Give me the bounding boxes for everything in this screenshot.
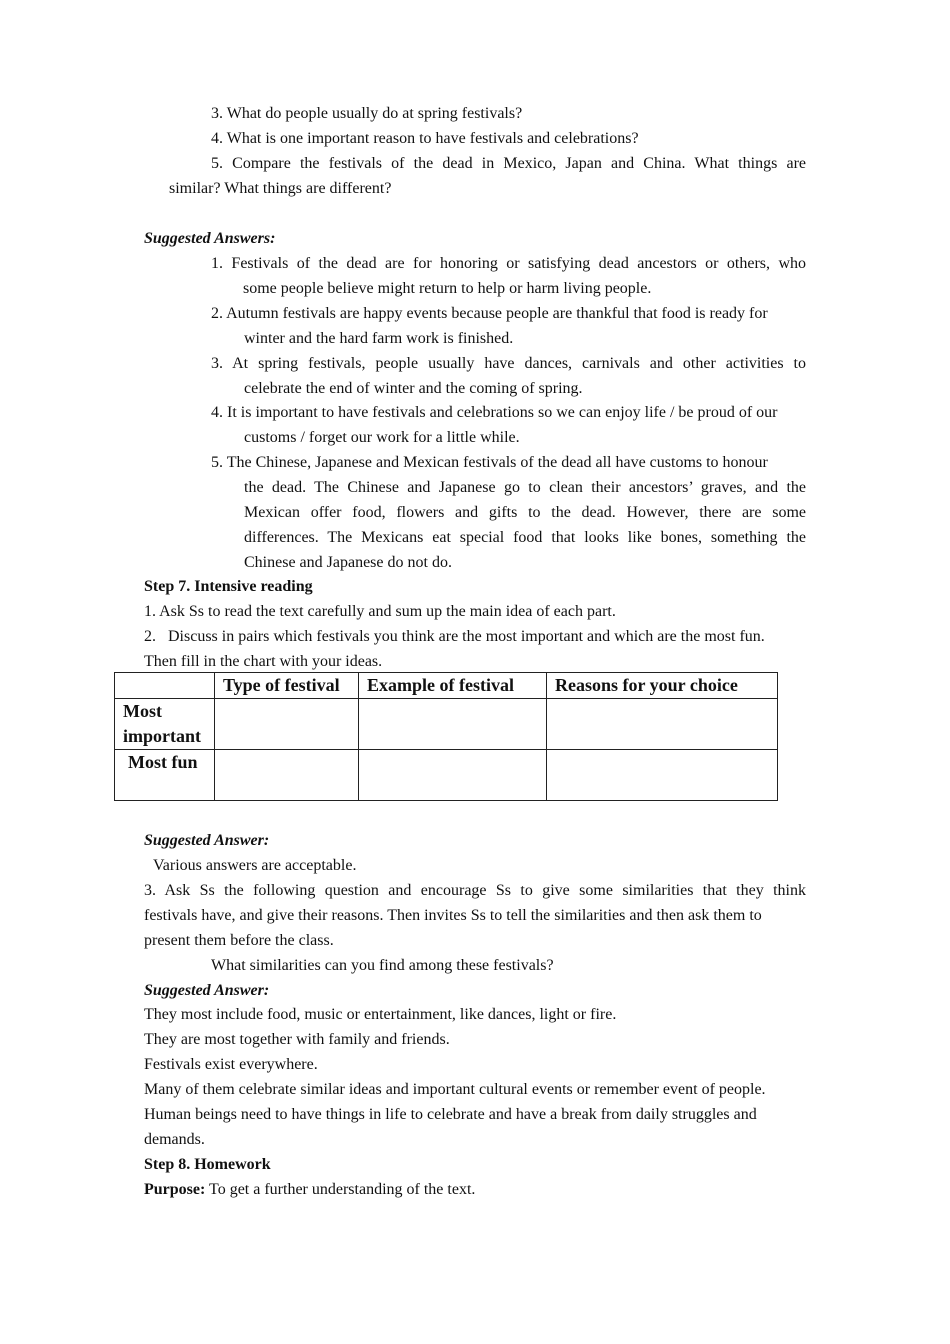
- question-3: 3. What do people usually do at spring festivals?: [211, 105, 523, 122]
- answer-5-line5: Chinese and Japanese do not do.: [244, 554, 452, 571]
- table-cell[interactable]: [547, 750, 778, 801]
- answer-5-line1: 5. The Chinese, Japanese and Mexican festivals of the dead all have customs to honour: [211, 454, 768, 471]
- row-label-most-important: Most important: [115, 699, 215, 750]
- step8-heading: Step 8. Homework: [144, 1156, 271, 1173]
- table-cell[interactable]: [215, 699, 359, 750]
- item3-line1: 3. Ask Ss the following question and encourage Ss to give some similarities that they think: [144, 882, 806, 899]
- answer-similarity-3: Festivals exist everywhere.: [144, 1056, 318, 1073]
- answer-3-line2: celebrate the end of winter and the coming of spring.: [244, 380, 583, 397]
- answer-4-line1: 4. It is important to have festivals and celebrations so we can enjoy life / be proud of our: [211, 404, 778, 421]
- table-header-example: Example of festival: [359, 673, 547, 699]
- question-4: 4. What is one important reason to have festivals and celebrations?: [211, 130, 639, 147]
- answer-similarity-2: They are most together with family and friends.: [144, 1031, 450, 1048]
- answer-similarity-4: Many of them celebrate similar ideas and important cultural events or remember event of people.: [144, 1081, 766, 1098]
- answer-1-line2: some people believe might return to help or harm living people.: [243, 280, 652, 297]
- suggested-answer-2-heading: Suggested Answer:: [144, 832, 270, 849]
- item3-line3: present them before the class.: [144, 932, 334, 949]
- purpose-label: Purpose:: [144, 1181, 206, 1198]
- answer-similarity-5: Human beings need to have things in life to celebrate and have a break from daily struggles and: [144, 1106, 757, 1123]
- step7-heading: Step 7. Intensive reading: [144, 578, 313, 595]
- answer-5-line2: the dead. The Chinese and Japanese go to clean their ancestors’ graves, and the: [244, 479, 806, 496]
- table-header-empty: [115, 673, 215, 699]
- table-cell[interactable]: [215, 750, 359, 801]
- item3-question: What similarities can you find among these festivals?: [211, 957, 554, 974]
- suggested-answers-heading: Suggested Answers:: [144, 230, 276, 247]
- answer-similarity-1: They most include food, music or entertainment, like dances, light or fire.: [144, 1006, 617, 1023]
- table-header-reasons: Reasons for your choice: [547, 673, 778, 699]
- answer-similarity-5-cont: demands.: [144, 1131, 205, 1148]
- table-cell[interactable]: [547, 699, 778, 750]
- festival-chart-table: [114, 672, 778, 801]
- answer-3-line1: 3. At spring festivals, people usually have dances, carnivals and other activities to: [211, 355, 806, 372]
- item3-line2: festivals have, and give their reasons. Then invites Ss to tell the similarities and then ask them to: [144, 907, 762, 924]
- answer-4-line2: customs / forget our work for a little while.: [244, 429, 520, 446]
- step7-item2: 2. Discuss in pairs which festivals you think are the most important and which are the most fun.: [144, 628, 765, 645]
- answer-2-line2: winter and the hard farm work is finished.: [244, 330, 514, 347]
- suggested-answer-3-heading: Suggested Answer:: [144, 982, 270, 999]
- answer-5-line4: differences. The Mexicans eat special food that looks like bones, something the: [244, 529, 806, 546]
- step7-item1: 1. Ask Ss to read the text carefully and sum up the main idea of each part.: [144, 603, 616, 620]
- answer-1-line1: 1. Festivals of the dead are for honoring or satisfying dead ancestors or others, who: [211, 255, 806, 272]
- question-5-line2: similar? What things are different?: [169, 180, 392, 197]
- answer-2-line1: 2. Autumn festivals are happy events because people are thankful that food is ready for: [211, 305, 768, 322]
- table-cell[interactable]: [359, 750, 547, 801]
- step8-purpose: [144, 1177, 475, 1202]
- step7-item2-cont: Then fill in the chart with your ideas.: [144, 653, 383, 670]
- table-header-type: Type of festival: [215, 673, 359, 699]
- row-label-most-fun: Most fun: [115, 750, 215, 801]
- purpose-text: To get a further understanding of the text.: [205, 1181, 476, 1198]
- suggested-answer-2-text: Various answers are acceptable.: [153, 857, 357, 874]
- question-5-line1: 5. Compare the festivals of the dead in Mexico, Japan and China. What things are: [211, 155, 806, 172]
- table-cell[interactable]: [359, 699, 547, 750]
- answer-5-line3: Mexican offer food, flowers and gifts to the dead. However, there are some: [244, 504, 806, 521]
